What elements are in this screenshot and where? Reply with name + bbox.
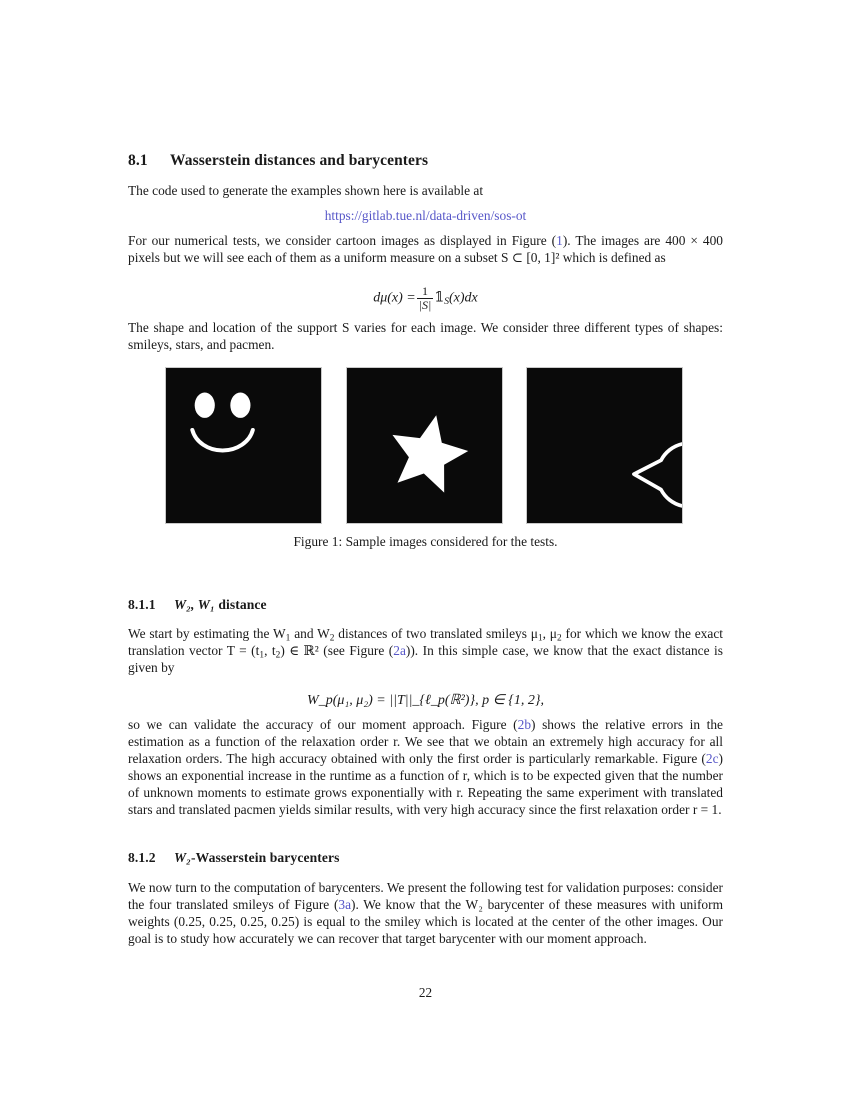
w-para-a: We start by estimating the W (128, 626, 286, 641)
relax-para-c: ) shows an exponential increase in the runtime as a function of r, which is to be expected given that the number of unknown moments to estimate grows exponentially with r. Repeating the same experiment with translated stars and translated pacmen yields similar results, with very high accuracy since the first relaxation order r = 1. (128, 751, 723, 818)
wasserstein-equation-text: W_p(μ₁, μ₂) = ||T||_{ℓ_p(ℝ²)}, p ∈ {1, 2}, (307, 693, 544, 708)
barycenter-paragraph (128, 879, 723, 947)
wasserstein-distance-equation (128, 692, 723, 709)
caption-text: Sample images considered for the tests. (345, 534, 558, 549)
star-polygon (383, 407, 474, 496)
smiley-right-eye (230, 392, 250, 417)
equation-denominator: |S| (418, 297, 432, 312)
smiley-panel (165, 367, 322, 524)
w-para-c: distances of two translated smileys μ (338, 626, 538, 641)
equation-numerator: 1 (422, 284, 429, 298)
equation-fraction (417, 285, 434, 312)
section-number: 8.1 (128, 152, 148, 169)
indicator-subscript: S (444, 296, 450, 308)
w-para-f: )). In this simple case, we know that the exact distance is given by (128, 643, 723, 676)
star-panel (346, 367, 503, 524)
subsection-8-1-1-title-math: W₂, W₁ (174, 597, 215, 612)
page-number: 22 (418, 985, 433, 1000)
subsection-8-1-1-title-rest: distance (218, 597, 267, 612)
pacman-outline (634, 443, 682, 507)
figure-1-reference[interactable]: 1 (556, 233, 563, 248)
w-para-d: for which we know the exact translation vector T = (t (128, 626, 723, 659)
section-title: Wasserstein distances and barycenters (170, 152, 429, 169)
numerical-tests-suffix: ). The images are 400 × 400 pixels but we will see each of them as a uniform measure on a subset S ⊂ [0, 1]² which is defined as (128, 233, 723, 266)
indicator-symbol: 𝟙 (434, 289, 445, 306)
subsection-8-1-2-heading (128, 850, 723, 866)
numerical-tests-prefix: For our numerical tests, we consider cartoon images as displayed in Figure ( (128, 233, 557, 248)
smiley-graphic (166, 368, 321, 523)
figure-2a-reference[interactable]: 2a (393, 643, 406, 659)
smiley-left-eye (195, 392, 215, 417)
figure-2c-reference[interactable]: 2c (705, 751, 719, 767)
subsection-8-1-2-number: 8.1.2 (128, 850, 156, 865)
repository-url-line (128, 207, 723, 224)
section-heading (128, 152, 723, 170)
figure-3a-reference[interactable]: 3a (338, 897, 352, 913)
figure-1 (165, 367, 685, 524)
w-distance-paragraph: We start by estimating the $W_1$ and $W_2$ distances of two translated smileys $\mu_1$, $\mu_2$ for which we know the exact translation vector $T = (t_1$, $t_2$) ∈ ℝ² (see Figure (2a)). In this simple case, we know that the exact distance is given by (128, 626, 723, 676)
figure-1-caption (128, 534, 723, 550)
paper-page (128, 0, 723, 1100)
code-availability-text: The code used to generate the examples shown here is available at (128, 183, 484, 198)
bary-para-a: We now turn to the computation of barycenters. We present the following test for validation purposes: consider the four translated smileys of Figure ( (128, 880, 723, 913)
star-rotation-group (383, 407, 474, 496)
subsection-8-1-1-heading (128, 597, 723, 613)
subsection-8-1-1-number: 8.1.1 (128, 597, 156, 612)
smiley-mouth (192, 430, 252, 450)
pacman-panel (526, 367, 683, 524)
pacman-graphic (527, 368, 682, 523)
numerical-tests-paragraph (128, 232, 723, 266)
relax-para-a: so we can validate the accuracy of our moment approach. Figure ( (128, 717, 518, 732)
caption-label: Figure 1: (293, 534, 343, 549)
subsection-8-1-2-title-math: W₂ (174, 850, 192, 865)
figure-2b-reference[interactable]: 2b (517, 717, 532, 732)
relax-para-b: ) shows the relative errors in the estimation as a function of the relaxation order r. We see that we obtain an extremely high accuracy for all relaxation orders. The high accuracy obtained with only the first order is particularly remarkable. Figure ( (128, 717, 723, 767)
relaxation-order-paragraph (128, 716, 723, 819)
equation-rhs: (x)dx (449, 290, 478, 306)
bary-para-b: ). We know that the W₂ barycenter of these measures with uniform weights (0.25, 0.25, 0.25, 0.25) is equal to the smiley which is located at the center of the other images. Our goal is to study how accurately we can recover that target barycenter with our moment approach. (128, 897, 723, 947)
measure-definition-equation (128, 285, 723, 312)
repository-url-link[interactable]: https://gitlab.tue.nl/data-driven/sos-ot (324, 208, 527, 223)
subsection-8-1-2-title-rest: -Wasserstein barycenters (191, 850, 340, 865)
support-paragraph: The shape and location of the support S varies for each image. We consider three different types of shapes: smileys, stars, and pacmen. (128, 320, 723, 353)
w-para-e: ) ∈ ℝ² (see Figure ( (280, 643, 394, 659)
equation-lhs: dμ(x) = (373, 290, 416, 306)
w-para-b: and W (294, 626, 330, 641)
star-graphic (347, 368, 502, 523)
